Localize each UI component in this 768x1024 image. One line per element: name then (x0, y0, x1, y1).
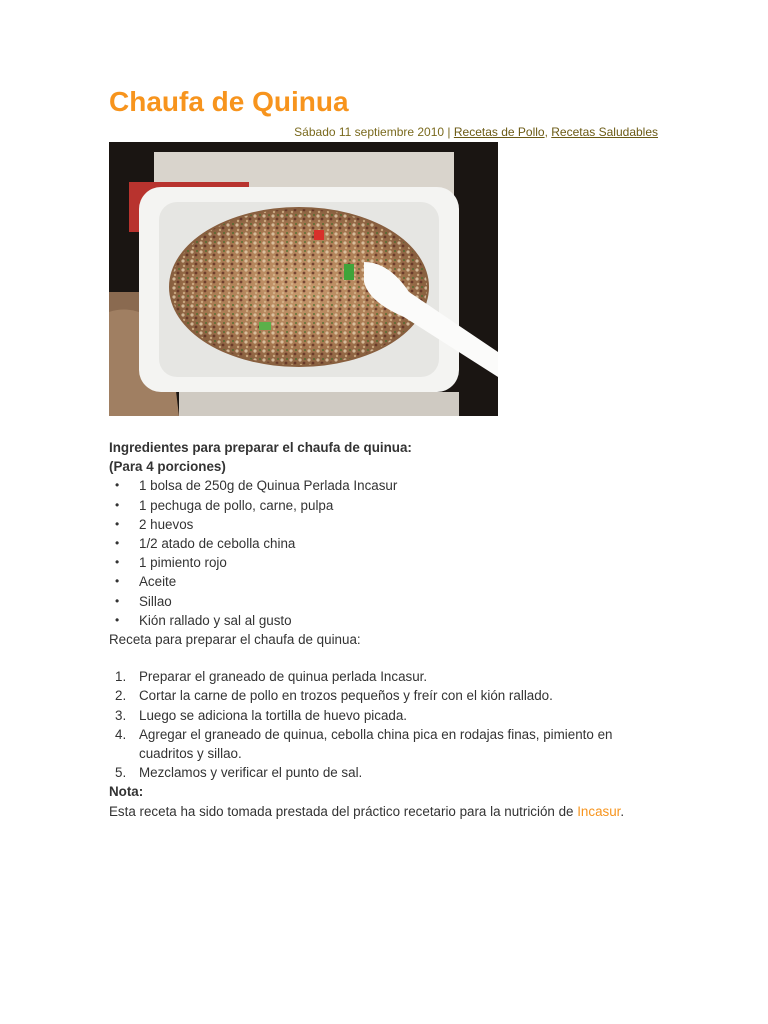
portions-label: (Para 4 porciones) (109, 459, 226, 475)
ingredient-item: • 2 huevos (109, 515, 669, 534)
ingredient-item: • 1/2 atado de cebolla china (109, 534, 669, 553)
quinoa-chaufa-dish-photo (109, 142, 498, 416)
step-item (109, 706, 669, 725)
step-text: Luego se adiciona la tortilla de huevo picada. (139, 707, 408, 723)
note-end: . (620, 803, 625, 819)
step-number: 1. (115, 669, 127, 685)
step-number: 4. (115, 726, 127, 742)
step-text: Preparar el graneado de quinua perlada Incasur. (139, 669, 428, 685)
ingredient-item: • 1 pimiento rojo (109, 553, 669, 572)
step-item (109, 686, 669, 705)
post-meta (109, 125, 658, 140)
step-text: Agregar el graneado de quinua, cebolla china pica en rodajas finas, pimiento en cuadritos y sillao. (139, 726, 613, 762)
ingredients-list (109, 476, 669, 630)
ingredient-item: • Aceite (109, 572, 669, 591)
note-label: Nota: (109, 784, 144, 800)
meta-separator: | (444, 125, 454, 139)
ingredient-item: • Sillao (109, 592, 669, 611)
step-number: 2. (115, 688, 127, 704)
step-item (109, 763, 669, 782)
step-item (109, 725, 669, 763)
ingredient-item: • Kión rallado y sal al gusto (109, 611, 669, 630)
article (109, 84, 669, 821)
step-text: Mezclamos y verificar el punto de sal. (139, 765, 363, 781)
category-link-recetas-saludables[interactable]: Recetas Saludables (551, 125, 658, 139)
ingredients-heading: Ingredientes para preparar el chaufa de quinua: (109, 440, 412, 455)
post-date: Sábado 11 septiembre 2010 (294, 125, 445, 139)
category-separator: , (544, 125, 552, 139)
category-link-recetas-de-pollo[interactable]: Recetas de Pollo (453, 125, 545, 139)
steps-list (109, 667, 669, 782)
page-title: Chaufa de Quinua (109, 86, 349, 117)
step-number: 5. (115, 765, 127, 781)
step-text: Cortar la carne de pollo en trozos pequeños y freír con el kión rallado. (139, 688, 553, 704)
recipe-body (109, 438, 669, 821)
incasur-link[interactable]: Incasur (577, 803, 621, 819)
recipe-heading: Receta para preparar el chaufa de quinua: (109, 632, 361, 648)
note-text (109, 802, 669, 821)
note-body: Esta receta ha sido tomada prestada del práctico recetario para la nutrición de (109, 803, 578, 819)
step-number: 3. (115, 707, 127, 723)
ingredient-item: • 1 bolsa de 250g de Quinua Perlada Incasur (109, 476, 669, 495)
ingredient-item: • 1 pechuga de pollo, carne, pulpa (109, 496, 669, 515)
step-item (109, 667, 669, 686)
